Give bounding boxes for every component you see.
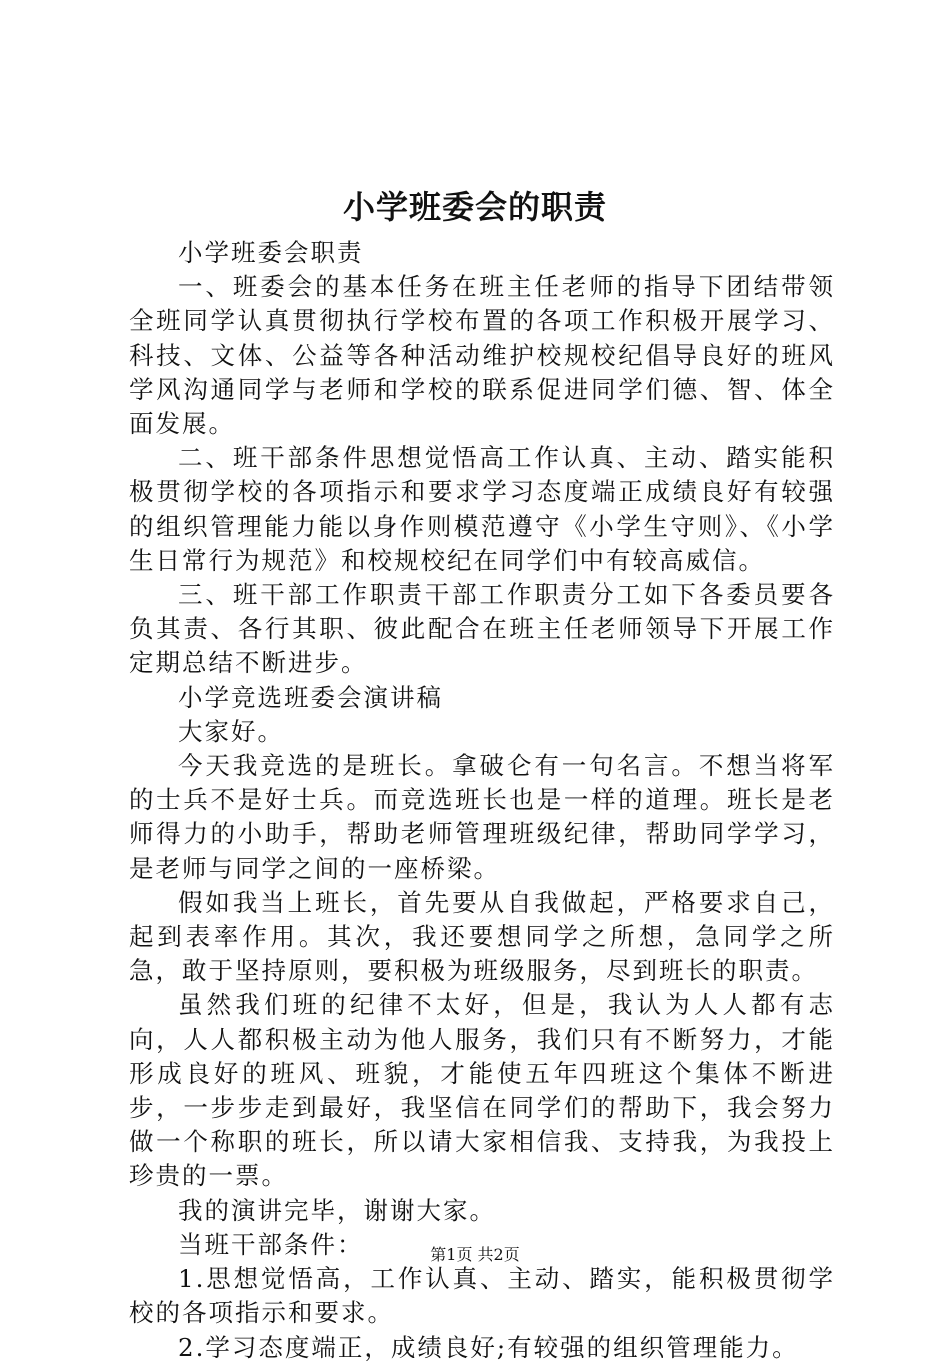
- paragraph-7: 今天我竞选的是班长。拿破仑有一句名言。不想当将军的士兵不是好士兵。而竞选班长也是一样的道理。班长是老师得力的小助手，帮助老师管理班级纪律，帮助同学学习，是老师与同学之间的一座桥梁。: [129, 751, 835, 883]
- document-body: [129, 236, 835, 1365]
- paragraph-5: 小学竞选班委会演讲稿: [178, 682, 443, 712]
- paragraph-12: 1.思想觉悟高，工作认真、主动、踏实，能积极贯彻学校的各项指示和要求。: [129, 1264, 835, 1328]
- paragraph-1: 小学班委会职责: [178, 238, 364, 267]
- paragraph-10: 我的演讲完毕，谢谢大家。: [178, 1195, 496, 1225]
- paragraph-4: 三、班干部工作职责干部工作职责分工如下各委员要各负其责、各行其职、彼此配合在班主任老师领导下开展工作定期总结不断进步。: [129, 580, 835, 678]
- page-footer: 第1页 共2页: [430, 1245, 520, 1264]
- paragraph-13: 2.学习态度端正，成绩良好;有较强的组织管理能力。: [178, 1332, 799, 1362]
- paragraph-6: 大家好。: [178, 716, 284, 746]
- paragraph-3: 二、班干部条件思想觉悟高工作认真、主动、踏实能积极贯彻学校的各项指示和要求学习态度端正成绩良好有较强的组织管理能力能以身作则模范遵守《小学生守则》、《小学生日常行为规范》和校规校纪在同学们中有较高威信。: [129, 443, 835, 575]
- paragraph-8: 假如我当上班长，首先要从自我做起，严格要求自己，起到表率作用。其次，我还要想同学之所想，急同学之所急，敢于坚持原则，要积极为班级服务，尽到班长的职责。: [129, 887, 835, 986]
- document-title: 小学班委会的职责: [342, 188, 607, 226]
- paragraph-9: 虽然我们班的纪律不太好，但是，我认为人人都有志向，人人都积极主动为他人服务，我们只有不断努力，才能形成良好的班风、班貌，才能使五年四班这个集体不断进步，一步步走到最好，我坚信在同学们的帮助下，我会努力做一个称职的班长，所以请大家相信我、支持我，为我投上珍贵的一票。: [129, 990, 835, 1191]
- paragraph-11: 当班干部条件：: [178, 1229, 364, 1259]
- paragraph-2: 一、班委会的基本任务在班主任老师的指导下团结带领全班同学认真贯彻执行学校布置的各项工作积极开展学习、科技、文体、公益等各种活动维护校规校纪倡导良好的班风学风沟通同学与老师和学校的联系促进同学们德、智、体全面发展。: [129, 272, 835, 439]
